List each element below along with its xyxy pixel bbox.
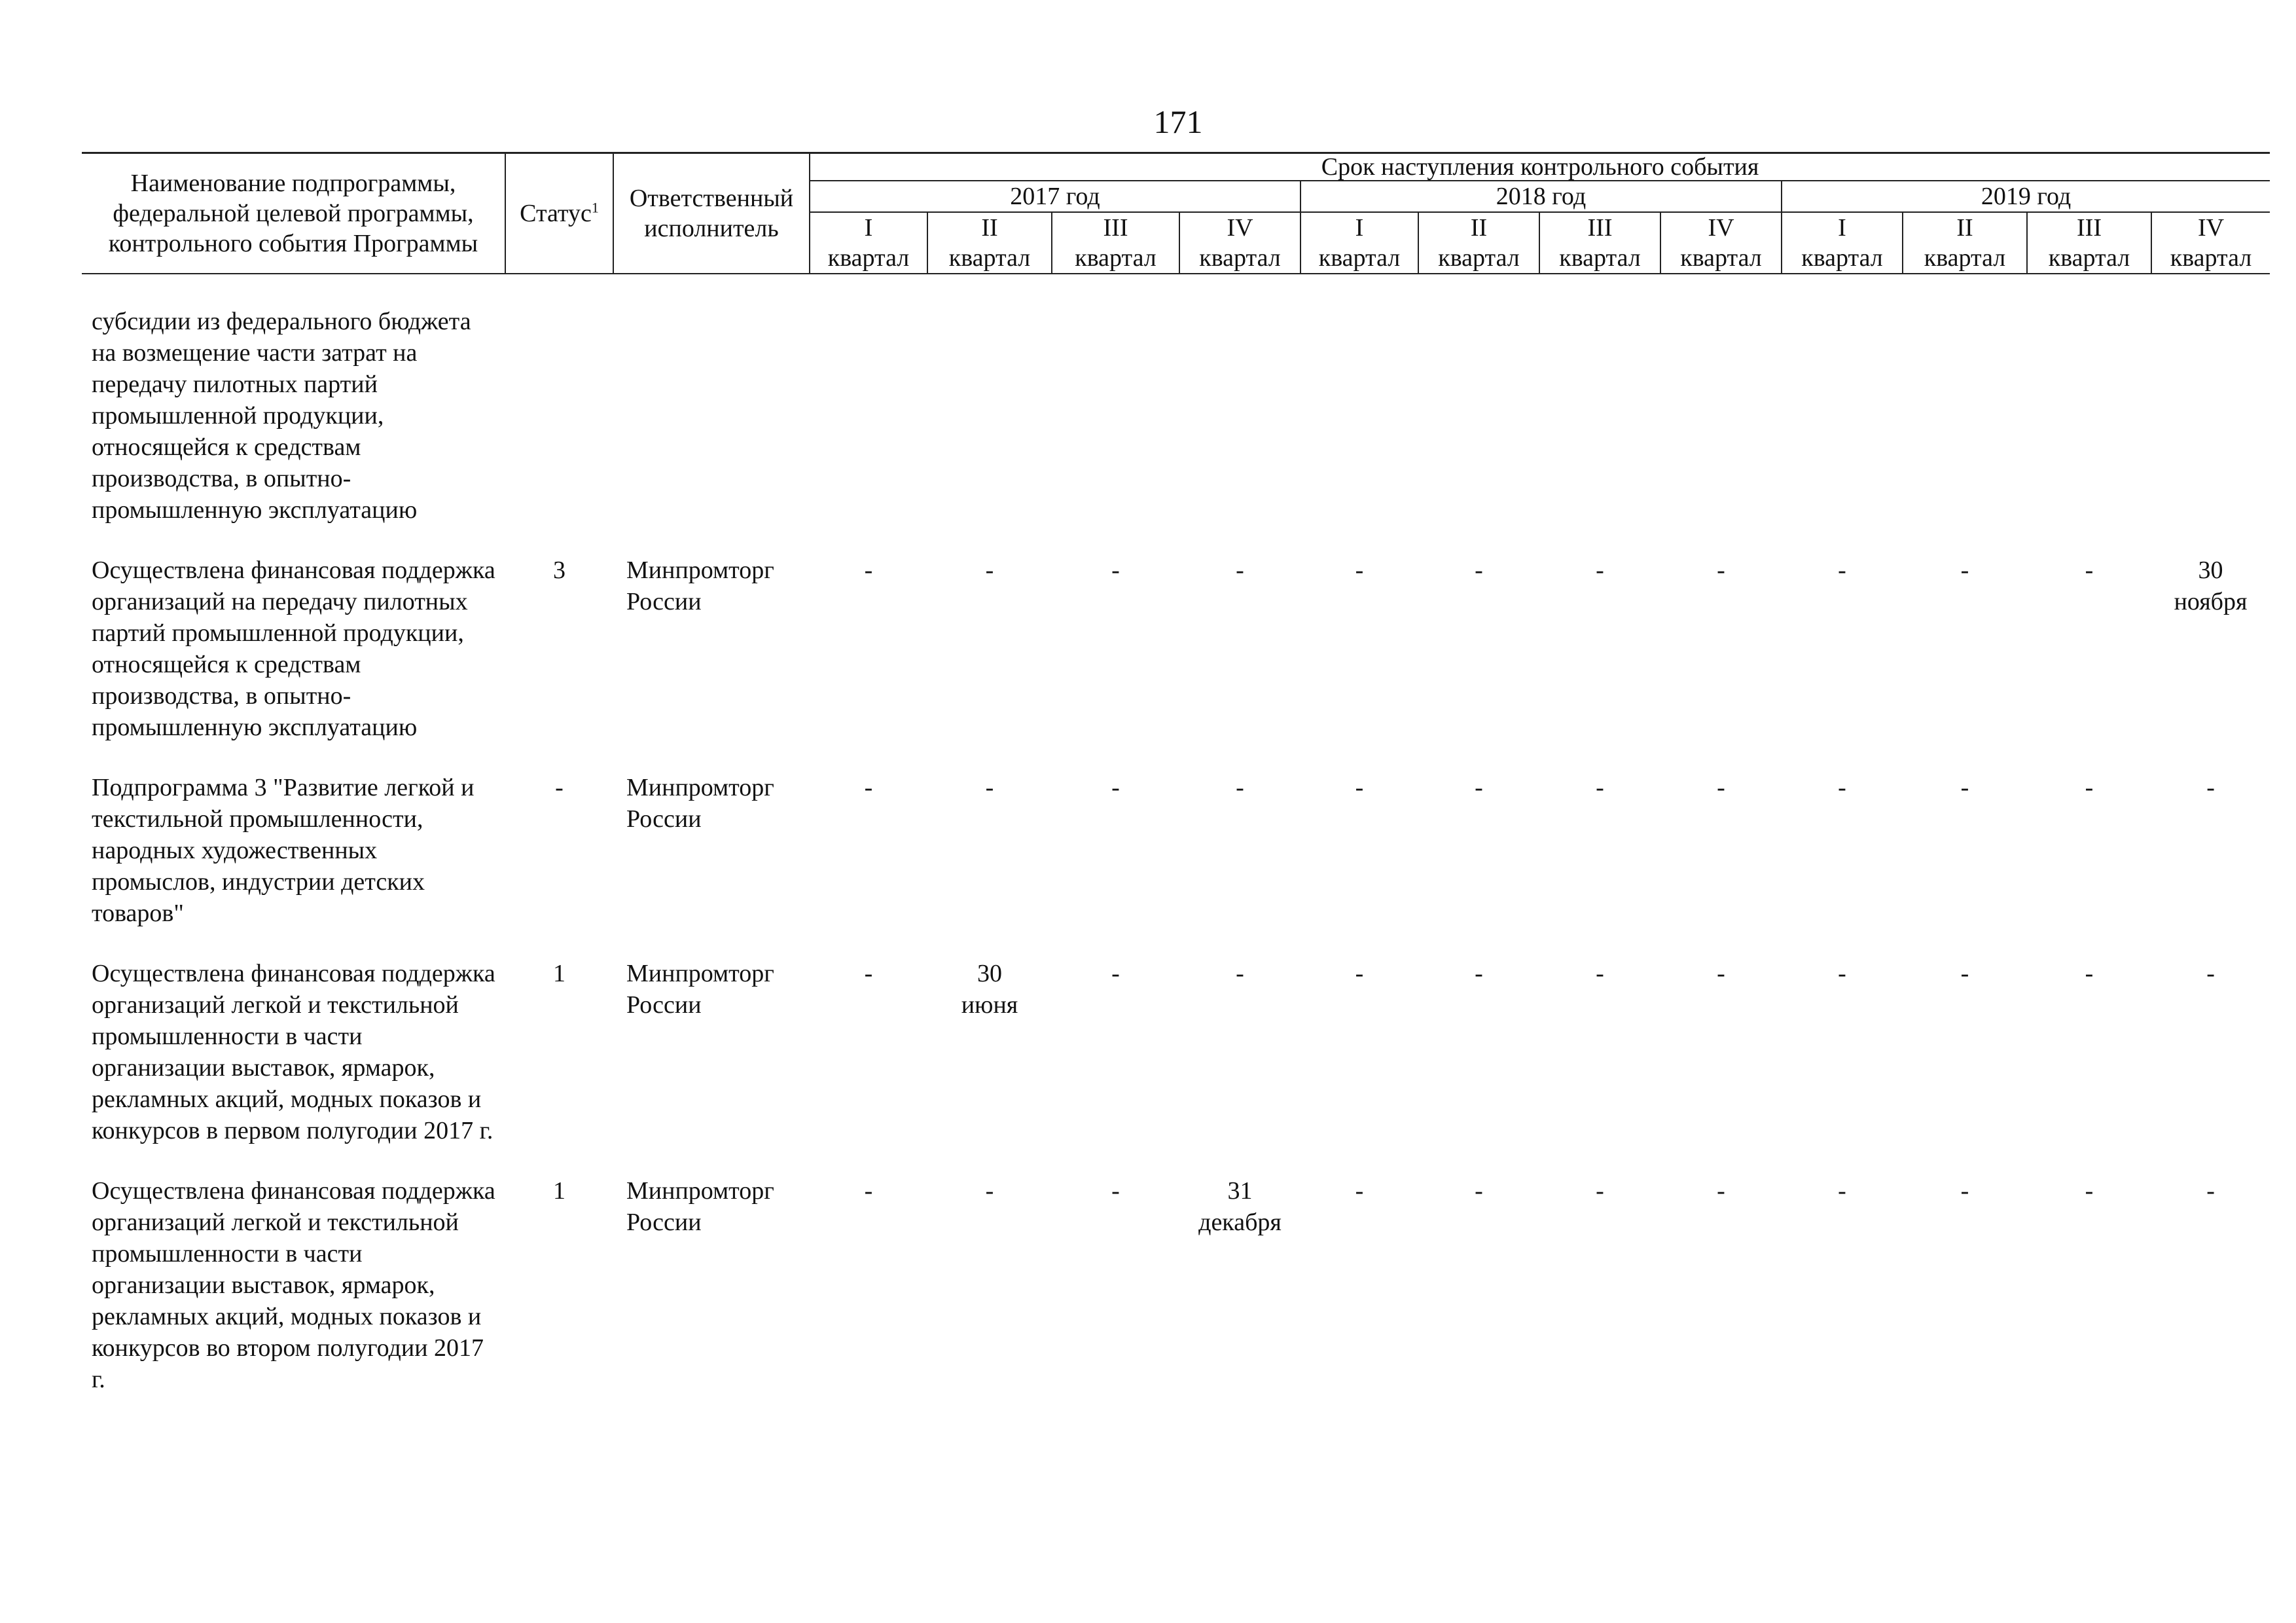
row-deadline-cell — [1539, 306, 1660, 555]
header-quarter-1 — [810, 212, 927, 274]
row-deadline-cell — [2151, 555, 2270, 772]
row-deadline-cell — [2151, 1175, 2270, 1395]
row-deadline-cell — [1782, 772, 1903, 958]
row-responsible: Минпромторг России — [626, 556, 774, 615]
row-deadline-cell — [1660, 772, 1782, 958]
quarter-word: квартал — [2170, 244, 2252, 272]
row-deadline-cell — [1660, 1175, 1782, 1395]
header-status-label: Статус — [520, 200, 592, 227]
row-deadline-cell — [2027, 772, 2151, 958]
row-deadline-cell — [1660, 306, 1782, 555]
row-deadline-cell — [1782, 306, 1903, 555]
deadline-value: - — [1475, 1177, 1483, 1205]
row-deadline-cell — [1782, 555, 1903, 772]
row-deadline-cell — [1300, 555, 1418, 772]
row-responsible: Минпромторг России — [626, 1177, 774, 1236]
row-deadline-cell — [2027, 555, 2151, 772]
table-row — [82, 958, 2270, 1175]
quarter-number: I — [1838, 214, 1846, 242]
deadline-value: - — [864, 1177, 873, 1205]
row-deadline-cell — [1539, 958, 1660, 1175]
deadline-value: - — [1355, 556, 1364, 584]
row-deadline-cell — [810, 1175, 927, 1395]
deadline-value: - — [1236, 774, 1244, 801]
header-year-3: 2019 год — [1782, 181, 2270, 212]
row-status: 1 — [553, 1177, 565, 1205]
header-row-1 — [82, 153, 2270, 181]
row-deadline-cell — [2027, 958, 2151, 1175]
deadline-value: - — [1596, 1177, 1604, 1205]
quarter-number: I — [864, 214, 873, 242]
header-quarter-4 — [1179, 212, 1300, 274]
quarter-word: квартал — [1318, 244, 1401, 272]
quarter-word: квартал — [827, 244, 910, 272]
deadline-value: - — [1717, 556, 1725, 584]
deadline-value: - — [1960, 1177, 1969, 1205]
row-deadline-cell — [1179, 306, 1300, 555]
row-deadline-cell — [1418, 306, 1539, 555]
deadline-value: - — [1111, 1177, 1120, 1205]
deadline-value: - — [1475, 774, 1483, 801]
header-quarter-10 — [1903, 212, 2027, 274]
deadline-value: - — [2206, 774, 2215, 801]
row-deadline-cell — [2027, 1175, 2151, 1395]
header-quarter-12 — [2151, 212, 2270, 274]
row-deadline-cell — [1539, 772, 1660, 958]
deadline-value: - — [2206, 1177, 2215, 1205]
quarter-number: IV — [2197, 214, 2225, 242]
row-deadline-cell — [927, 1175, 1052, 1395]
row-deadline-cell — [927, 555, 1052, 772]
deadline-value: 30 — [977, 960, 1002, 987]
quarter-word: квартал — [1199, 244, 1281, 272]
row-name: субсидии из федерального бюджета на возмещение части затрат на передачу пилотных партий промышленной продукции, относящейся к средствам производства, в опытно-промышленную эксплуатацию — [92, 308, 471, 524]
header-deadline: Срок наступления контрольного события — [810, 153, 2270, 181]
deadline-value: - — [1236, 556, 1244, 584]
header-quarter-8 — [1660, 212, 1782, 274]
deadline-month: ноября — [2174, 588, 2248, 615]
row-deadline-cell — [1052, 1175, 1179, 1395]
header-quarter-6 — [1418, 212, 1539, 274]
row-deadline-cell — [1660, 958, 1782, 1175]
deadline-value: - — [985, 774, 994, 801]
quarter-word: квартал — [1438, 244, 1520, 272]
deadline-value: - — [1111, 960, 1120, 987]
row-deadline-cell — [1903, 1175, 2027, 1395]
row-deadline-cell — [2027, 306, 2151, 555]
row-deadline-cell — [1418, 958, 1539, 1175]
deadline-value: - — [1717, 1177, 1725, 1205]
row-deadline-cell — [1179, 958, 1300, 1175]
deadline-value: - — [1355, 774, 1364, 801]
header-status-footnote: 1 — [591, 199, 599, 216]
deadline-value: - — [2085, 960, 2094, 987]
deadline-value: - — [1596, 774, 1604, 801]
row-deadline-cell — [1300, 306, 1418, 555]
deadline-value: - — [864, 774, 873, 801]
table-row — [82, 306, 2270, 555]
deadline-value: - — [864, 556, 873, 584]
row-deadline-cell — [810, 958, 927, 1175]
row-deadline-cell — [1539, 1175, 1660, 1395]
deadline-value: - — [985, 556, 994, 584]
row-deadline-cell — [1903, 306, 2027, 555]
header-status — [505, 153, 613, 274]
table-row — [82, 1175, 2270, 1395]
table-row — [82, 772, 2270, 958]
deadline-value: - — [985, 1177, 994, 1205]
deadline-value: - — [1355, 1177, 1364, 1205]
quarter-number: III — [1103, 214, 1128, 242]
quarter-word: квартал — [1559, 244, 1641, 272]
table-row — [82, 555, 2270, 772]
row-deadline-cell — [1782, 958, 1903, 1175]
quarter-number: IV — [1708, 214, 1734, 242]
header-quarter-7 — [1539, 212, 1660, 274]
deadline-value: - — [864, 960, 873, 987]
row-deadline-cell — [1418, 555, 1539, 772]
row-deadline-cell — [1300, 958, 1418, 1175]
deadline-value: - — [1717, 774, 1725, 801]
row-deadline-cell — [1300, 1175, 1418, 1395]
header-quarter-5 — [1300, 212, 1418, 274]
row-responsible — [613, 306, 810, 555]
quarter-word: квартал — [1801, 244, 1883, 272]
header-year-1: 2017 год — [810, 181, 1300, 212]
deadline-value: - — [1111, 774, 1120, 801]
deadline-month: декабря — [1198, 1209, 1282, 1236]
row-deadline-cell — [2151, 772, 2270, 958]
quarter-number: IV — [1227, 214, 1253, 242]
control-events-table — [82, 152, 2270, 1395]
deadline-value: - — [1596, 960, 1604, 987]
deadline-value: - — [1596, 556, 1604, 584]
quarter-number: II — [1470, 214, 1488, 242]
header-name: Наименование подпрограммы, федеральной целевой программы, контрольного события Программы — [82, 153, 505, 274]
deadline-value: - — [2206, 960, 2215, 987]
row-name: Осуществлена финансовая поддержка организаций легкой и текстильной промышленности в части организации выставок, ярмарок, рекламных акций, модных показов и конкурсов в первом полугодии 2017 г. — [92, 960, 495, 1144]
deadline-value: - — [1960, 774, 1969, 801]
header-quarter-11 — [2027, 212, 2151, 274]
row-deadline-cell — [927, 306, 1052, 555]
deadline-value: - — [1111, 556, 1120, 584]
deadline-value: - — [1838, 774, 1846, 801]
row-deadline-cell — [810, 306, 927, 555]
quarter-number: III — [2077, 214, 2102, 242]
row-deadline-cell — [1052, 772, 1179, 958]
row-deadline-cell — [1660, 555, 1782, 772]
header-quarter-3 — [1052, 212, 1179, 274]
quarter-number: I — [1355, 214, 1364, 242]
row-name: Подпрограмма 3 "Развитие легкой и текстильной промышленности, народных художественных промыслов, индустрии детских товаров" — [92, 774, 475, 927]
row-deadline-cell — [1179, 555, 1300, 772]
header-year-2: 2018 год — [1300, 181, 1782, 212]
deadline-value: - — [1960, 960, 1969, 987]
row-responsible: Минпромторг России — [626, 774, 774, 833]
header-quarter-9 — [1782, 212, 1903, 274]
deadline-value: - — [1475, 556, 1483, 584]
deadline-value: - — [1355, 960, 1364, 987]
row-deadline-cell — [1418, 1175, 1539, 1395]
row-deadline-cell — [1052, 555, 1179, 772]
row-name: Осуществлена финансовая поддержка организаций легкой и текстильной промышленности в части организации выставок, ярмарок, рекламных акций, модных показов и конкурсов во втором полугодии 2017 г. — [92, 1177, 495, 1393]
deadline-value: - — [2085, 1177, 2094, 1205]
quarter-word: квартал — [2048, 244, 2130, 272]
row-deadline-cell — [1903, 555, 2027, 772]
deadline-value: - — [1717, 960, 1725, 987]
row-deadline-cell — [1903, 772, 2027, 958]
quarter-word: квартал — [1680, 244, 1762, 272]
row-deadline-cell — [1539, 555, 1660, 772]
row-deadline-cell — [927, 772, 1052, 958]
row-deadline-cell — [1052, 958, 1179, 1175]
deadline-month: июня — [961, 991, 1018, 1019]
quarter-word: квартал — [1075, 244, 1157, 272]
header-responsible: Ответственный исполнитель — [613, 153, 810, 274]
deadline-value: - — [1838, 1177, 1846, 1205]
row-deadline-cell — [1903, 958, 2027, 1175]
header-quarter-2 — [927, 212, 1052, 274]
deadline-value: - — [1236, 960, 1244, 987]
page-number: 171 — [1153, 103, 1203, 140]
row-deadline-cell — [2151, 306, 2270, 555]
row-deadline-cell — [927, 958, 1052, 1175]
row-deadline-cell — [2151, 958, 2270, 1175]
row-responsible: Минпромторг России — [626, 960, 774, 1019]
row-status: 1 — [553, 960, 565, 987]
deadline-value: - — [1475, 960, 1483, 987]
row-deadline-cell — [1052, 306, 1179, 555]
quarter-number: II — [981, 214, 998, 242]
deadline-value: - — [2085, 556, 2094, 584]
quarter-word: квартал — [948, 244, 1031, 272]
row-deadline-cell — [1179, 1175, 1300, 1395]
quarter-number: II — [1956, 214, 1973, 242]
row-deadline-cell — [810, 555, 927, 772]
deadline-value: - — [2085, 774, 2094, 801]
quarter-word: квартал — [1924, 244, 2006, 272]
row-deadline-cell — [1418, 772, 1539, 958]
deadline-value: 31 — [1227, 1177, 1253, 1205]
deadline-value: - — [1838, 556, 1846, 584]
deadline-value: - — [1838, 960, 1846, 987]
row-deadline-cell — [1179, 772, 1300, 958]
row-status: 3 — [553, 556, 565, 584]
quarter-number: III — [1587, 214, 1613, 242]
row-deadline-cell — [810, 772, 927, 958]
row-name: Осуществлена финансовая поддержка организаций на передачу пилотных партий промышленной продукции, относящейся к средствам производства, в опытно-промышленную эксплуатацию — [92, 556, 495, 741]
deadline-value: - — [1960, 556, 1969, 584]
row-deadline-cell — [1782, 1175, 1903, 1395]
row-status — [505, 306, 613, 555]
row-deadline-cell — [1300, 772, 1418, 958]
row-status: - — [555, 774, 564, 801]
deadline-value: 30 — [2198, 556, 2223, 584]
